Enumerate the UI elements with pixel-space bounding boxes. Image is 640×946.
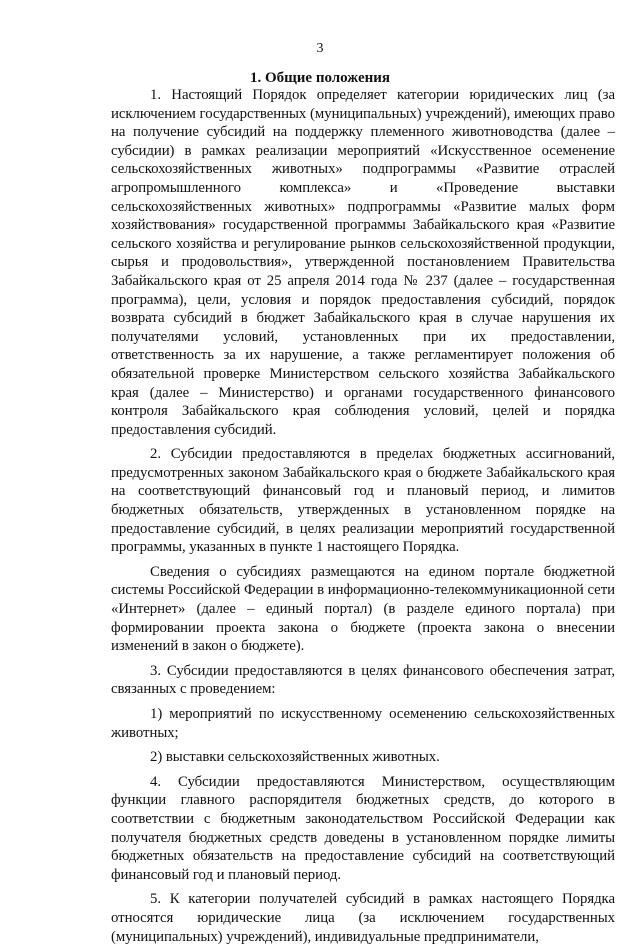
paragraph: Сведения о субсидиях размещаются на едином портале бюджетной системы Российской Федерации в информационно-телекоммуникационной сети «Интернет» (далее – единый портал) (в разделе единого портала) при формировании проекта закона о бюджете (проекта закона о внесении изменений в закон о бюджете). [111,563,615,655]
paragraph: 3. Субсидии предоставляются в целях финансового обеспечения затрат, связанных с проведением: [111,662,615,698]
page-number: 3 [316,41,324,56]
paragraph: 2. Субсидии предоставляются в пределах бюджетных ассигнований, предусмотренных законом Забайкальского края о бюджете Забайкальского края на соответствующий финансовый год и плановый период, и лимитов бюджетных обязательств, утвержденных в установленном порядке на предоставление субсидий, в целях реализации мероприятий государственной программы, указанных в пункте 1 настоящего Порядка. [111,446,615,556]
paragraph: 4. Субсидии предоставляются Министерством, осуществляющим функции главного распорядителя бюджетных средств, до которого в соответствии с бюджетным законодательством Российской Федерации как получателя бюджетных средств доведены в установленном порядке лимиты бюджетных обязательств на предоставление субсидий на соответствующий финансовый год и плановый период. [111,773,615,883]
paragraph: 1. Настоящий Порядок определяет категории юридических лиц (за исключением государственных (муниципальных) учреждений), имеющих право на получение субсидий на поддержку племенного животноводства (далее – субсидии) в рамках реализации мероприятий «Искусственное осеменение сельскохозяйственных животных» подпрограммы «Развитие отраслей агропромышленного комплекса» и «Проведение выставки сельскохозяйственных животных» подпрограммы «Развитие малых форм хозяйствования» государственной программы Забайкальского края «Развитие сельского хозяйства и регулирование рынков сельскохозяйственной продукции, сырья и продовольствия», утвержденной постановлением Правительства Забайкальского края от 25 апреля 2014 года № 237 (далее – государственная программа), цели, условия и порядок предоставления субсидий, порядок возврата субсидий в бюджет Забайкальского края в случае нарушения их получателями условий, установленных при их предоставлении, ответственность за их нарушение, а также регламентирует положения об обязательной проверке Министерством сельского хозяйства Забайкальского края (далее – Министерство) и органами государственного финансового контроля Забайкальского края соблюдения условий, целей и порядка предоставления субсидий. [111,87,615,438]
list-item: 1) мероприятий по искусственному осеменению сельскохозяйственных животных; [111,706,615,741]
list-item: 2) выставки сельскохозяйственных животных. [150,749,440,766]
paragraph: 5. К категории получателей субсидий в рамках настоящего Порядка относятся юридические лица (за исключением государственных (муниципальных) учреждений), индивидуальные предприниматели, [111,891,615,945]
document-body [111,86,615,946]
section-heading: 1. Общие положения [249,70,391,86]
